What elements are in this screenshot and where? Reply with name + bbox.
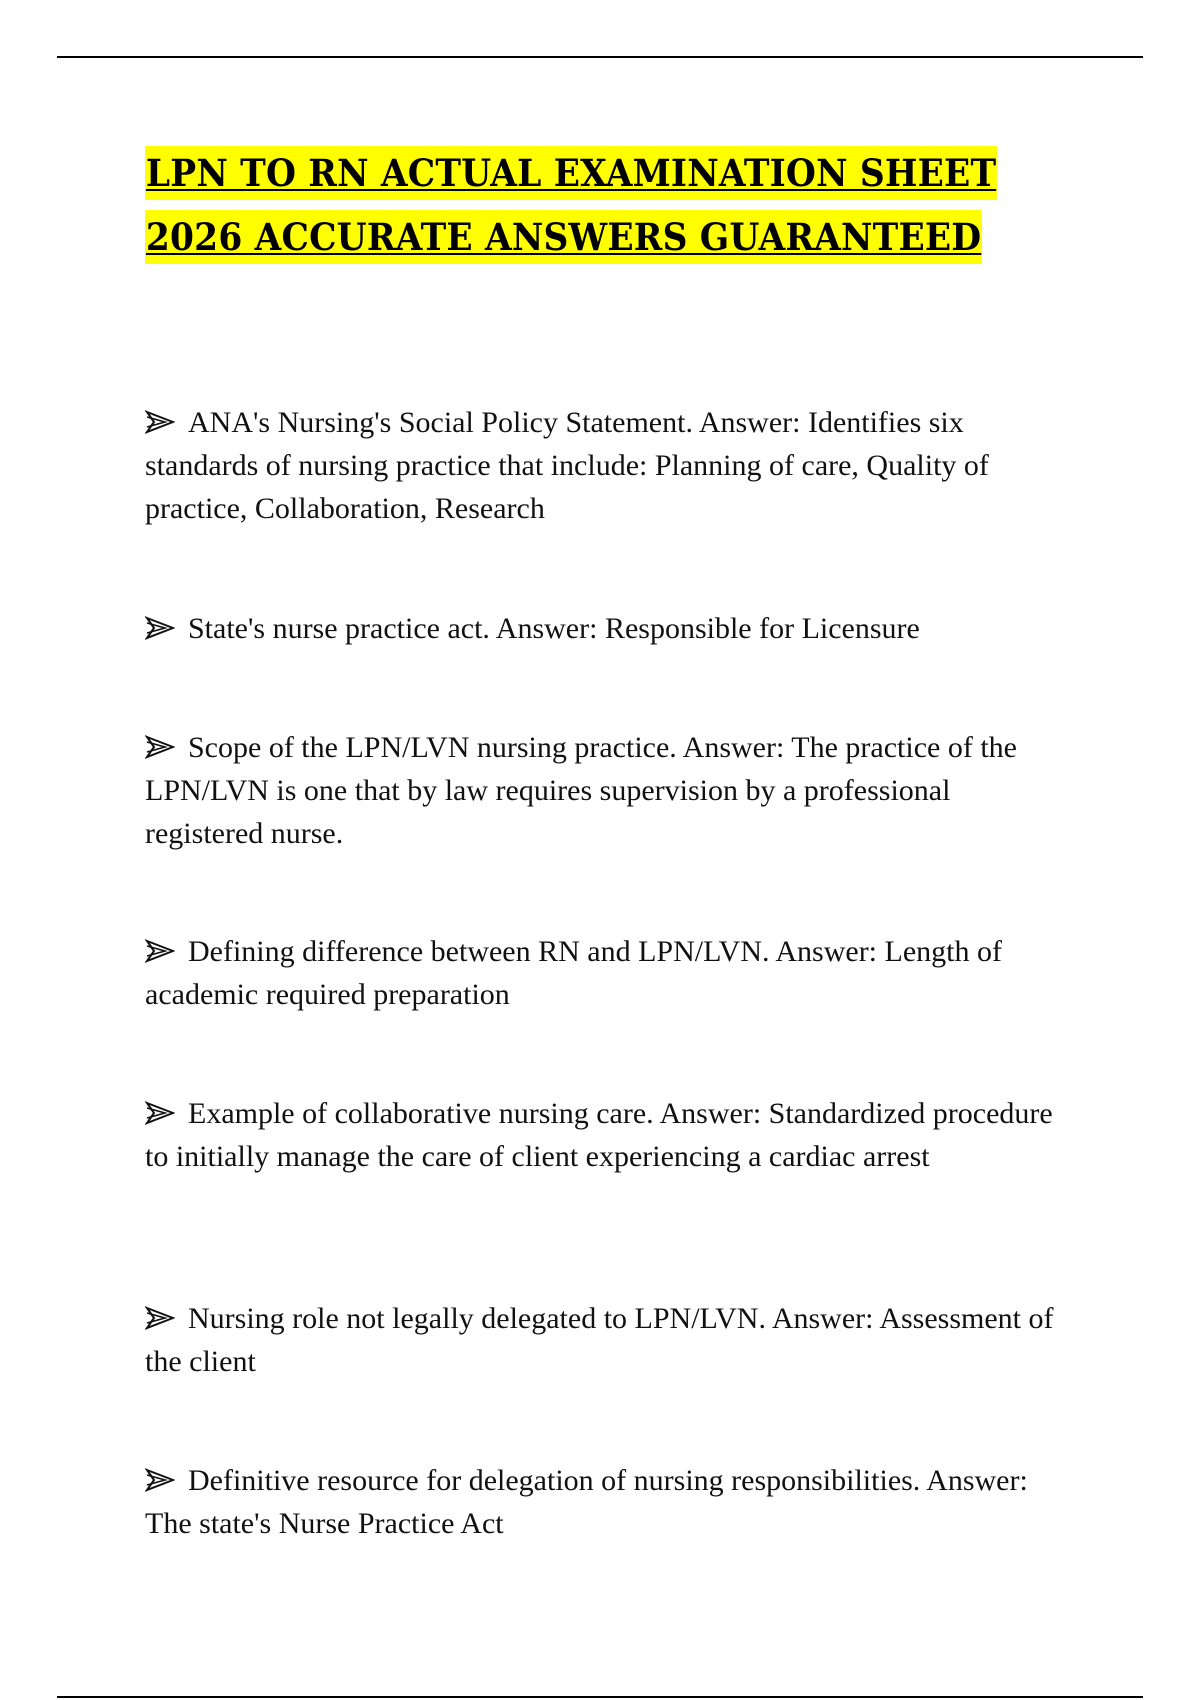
qa-answer: Answer: Standardized procedure to initially manage the care of client experiencing a cardiac arrest — [145, 1097, 1053, 1173]
arrowhead-bullet-icon — [145, 1305, 175, 1331]
qa-item — [145, 1297, 1075, 1383]
qa-answer: Answer: Responsible for Licensure — [495, 612, 920, 645]
qa-item — [145, 1459, 1075, 1545]
arrowhead-bullet-icon — [145, 1100, 175, 1126]
arrowhead-bullet-icon — [145, 409, 175, 435]
arrowhead-bullet-icon — [145, 1467, 175, 1493]
qa-item — [145, 607, 1075, 650]
qa-question: ANA's Nursing's Social Policy Statement. — [188, 406, 693, 439]
title-line-1: LPN TO RN ACTUAL EXAMINATION SHEET — [145, 146, 997, 200]
qa-answer: Answer: The practice of the LPN/LVN is one that by law requires supervision by a professional registered nurse. — [145, 731, 1017, 850]
qa-question: Scope of the LPN/LVN nursing practice. — [188, 731, 677, 764]
arrowhead-bullet-icon — [145, 615, 175, 641]
bottom-divider — [57, 1696, 1143, 1698]
qa-answer: Answer: Length of academic required preparation — [145, 935, 1002, 1011]
qa-question: State's nurse practice act. — [188, 612, 490, 645]
qa-question: Definitive resource for delegation of nursing responsibilities. — [188, 1464, 921, 1497]
qa-item — [145, 930, 1075, 1016]
qa-answer: Answer: Assessment of the client — [145, 1302, 1054, 1378]
top-divider — [57, 56, 1143, 58]
qa-item — [145, 401, 1075, 530]
title-line-2: 2026 ACCURATE ANSWERS GUARANTEED — [145, 210, 982, 264]
qa-question: Nursing role not legally delegated to LPN/LVN. — [188, 1302, 766, 1335]
arrowhead-bullet-icon — [145, 938, 175, 964]
document-title — [145, 143, 1045, 271]
qa-answer: Answer: The state's Nurse Practice Act — [145, 1464, 1028, 1540]
qa-item — [145, 726, 1075, 855]
qa-question: Example of collaborative nursing care. — [188, 1097, 654, 1130]
arrowhead-bullet-icon — [145, 734, 175, 760]
qa-answer: Answer: Identifies six standards of nursing practice that include: Planning of care, Quality of practice, Collaboration, Research — [145, 406, 989, 525]
qa-question: Defining difference between RN and LPN/LVN. — [188, 935, 770, 968]
qa-item — [145, 1092, 1075, 1178]
